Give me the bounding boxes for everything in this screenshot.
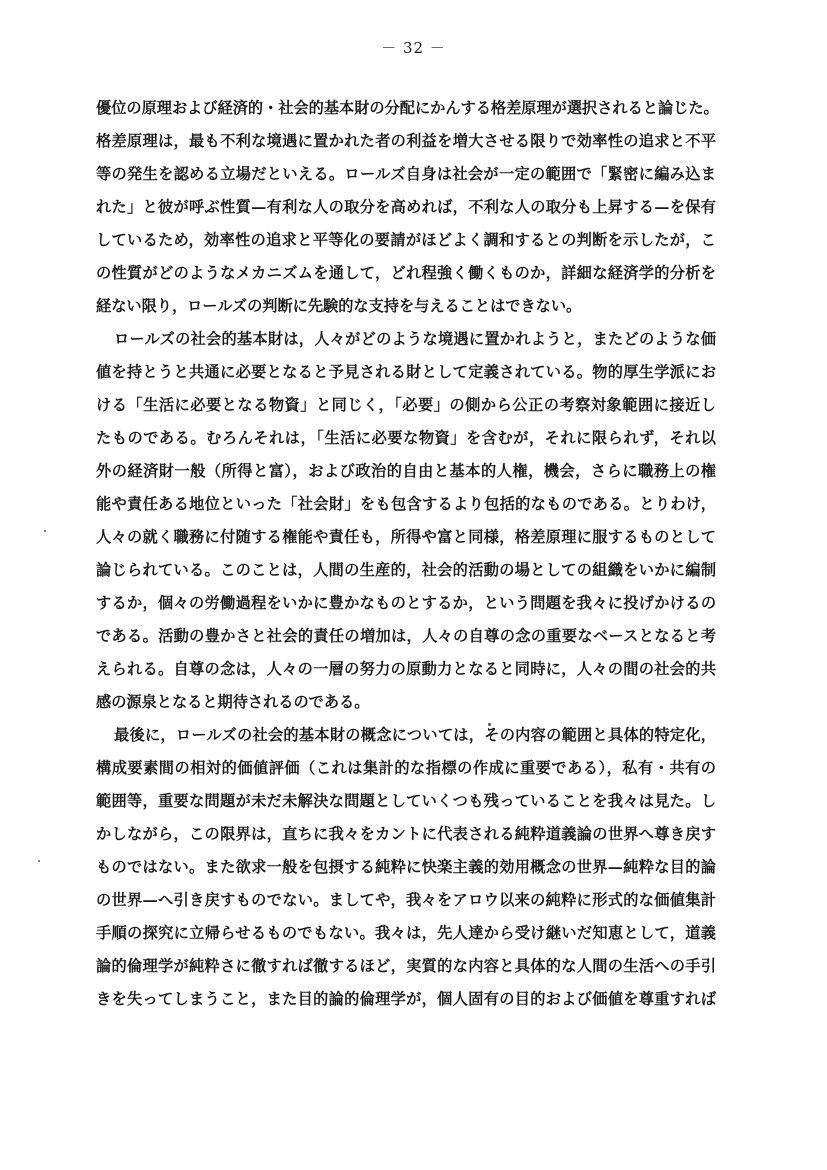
text-line: れた」と彼が呼ぶ性質—有利な人の取分を高めれば，不利な人の取分も上昇する—を保有 — [96, 198, 716, 216]
text-line: 能や責任ある地位といった「社会財」をも包含するより包括的なものである。とりわけ， — [96, 495, 716, 513]
text-line: かしながら，この限界は，直ちに我々をカントに代表される純粋道義論の世界へ尊き戻す — [96, 825, 716, 843]
text-line: たものである。むろんそれは，「生活に必要な物資」を含むが，それに限られず，それ以 — [96, 429, 716, 447]
text-line: 人々の就く職務に付随する権能や責任も，所得や富と同様，格差原理に服するものとして — [96, 528, 716, 546]
text-line: 外の経済財一般（所得と富），および政治的自由と基本的人権，機会，さらに職務上の権 — [96, 462, 716, 480]
text-line: 感の源泉となると期待されるのである。 — [96, 693, 370, 711]
text-line: ものではない。また欲求一般を包摂する純粋に快楽主義的効用概念の世界—純粋な目的論 — [96, 858, 716, 876]
text-line: きを失ってしまうこと，また目的論的倫理学が，個人固有の目的および価値を尊重すれば — [96, 990, 716, 1008]
paragraph-2 — [96, 323, 716, 719]
text-line: 値を持とうと共通に必要となると予見される財として定義されている。物的厚生学派にお — [96, 363, 716, 381]
text-line: 論じられている。このことは，人間の生産的，社会的活動の場としての組織をいかに編制 — [96, 561, 716, 579]
text-line: 等の発生を認める立場だといえる。ロールズ自身は社会が一定の範囲で「緊密に編み込ま — [96, 165, 716, 183]
scan-speck — [44, 530, 46, 532]
text-line: である。活動の豊かさと社会的責任の増加は，人々の自尊の念の重要なベースとなると考 — [96, 627, 716, 645]
text-line: するか，個々の労働過程をいかに豊かなものとするか，という問題を我々に投げかけるの — [96, 594, 716, 612]
text-line: の世界—へ引き戻すものでない。ましてや，我々をアロウ以来の純粋に形式的な価値集計 — [96, 891, 716, 909]
text-line: の性質がどのようなメカニズムを通して，どれ程強く働くものか，詳細な経済学的分析を — [96, 264, 716, 282]
text-line: 手順の探究に立帰らせるものでもない。我々は，先人達から受け継いだ知恵として，道義 — [96, 924, 716, 942]
text-line: 構成要素間の相対的価値評価（これは集計的な指標の作成に重要である），私有・共有の — [96, 759, 716, 777]
paragraph-3 — [96, 719, 716, 1016]
paragraph-1 — [96, 92, 719, 323]
text-line: ける「生活に必要となる物資」と同じく，「必要」の側から公正の考察対象範囲に接近し — [96, 396, 716, 414]
text-line: ロールズの社会的基本財は，人々がどのような境遇に置かれようと，またどのような価 — [114, 330, 716, 348]
scan-speck — [488, 723, 491, 726]
text-line: しているため，効率性の追求と平等化の要請がほどよく調和するとの判断を示したが，こ — [96, 231, 716, 249]
text-line: 最後に，ロールズの社会的基本財の概念については，その内容の範囲と具体的特定化， — [114, 726, 716, 744]
text-line: 経ない限り，ロールズの判断に先験的な支持を与えることはできない。 — [96, 297, 582, 315]
scan-speck — [38, 860, 40, 862]
text-line: 格差原理は，最も不利な境遇に置かれた者の利益を増大させる限りで効率性の追求と不平 — [96, 132, 716, 150]
text-line: えられる。自尊の念は，人々の一層の努力の原動力となると同時に，人々の間の社会的共 — [96, 660, 716, 678]
text-line: 範囲等，重要な問題が未だ未解決な問題としていくつも残っていることを我々は見た。し — [96, 792, 716, 810]
text-line: 優位の原理および経済的・社会的基本財の分配にかんする格差原理が選択されると論じた。 — [96, 99, 719, 117]
text-line: 論的倫理学が純粋さに徹すれば徹するほど，実質的な内容と具体的な人間の生活への手引 — [96, 957, 716, 975]
page-number: － 32 － — [381, 39, 446, 57]
body-text — [96, 92, 719, 1016]
